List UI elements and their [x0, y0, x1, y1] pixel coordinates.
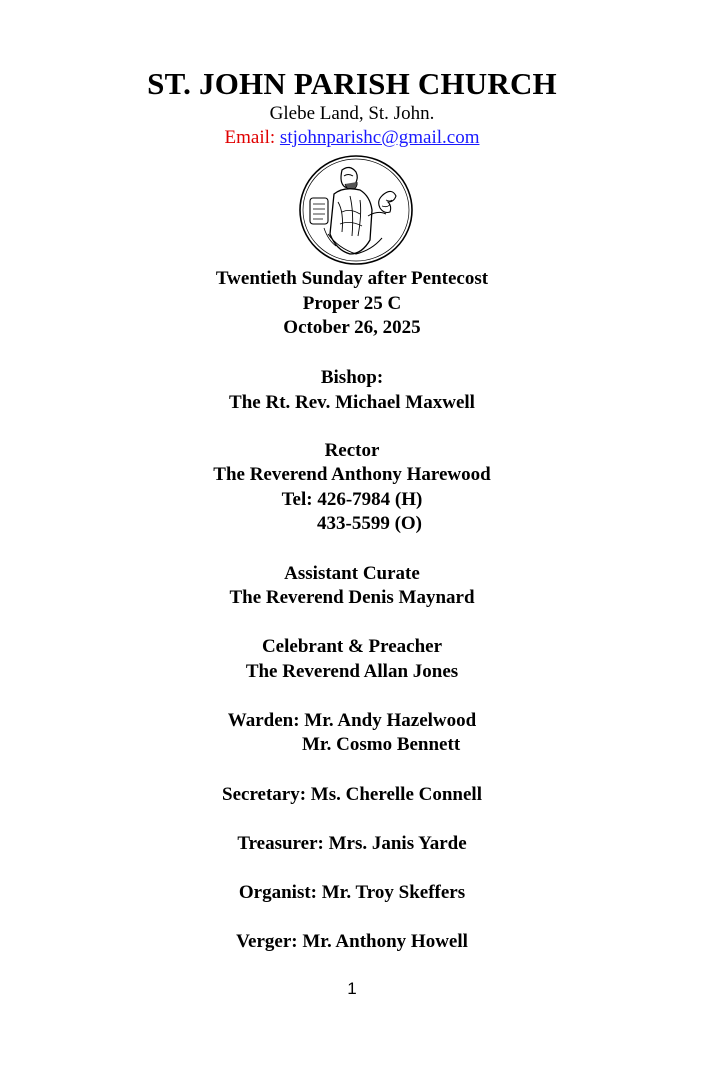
treasurer-line: Treasurer: Mrs. Janis Yarde: [237, 833, 467, 854]
page-number: 1: [347, 979, 357, 998]
rector-label: Rector: [324, 440, 380, 461]
curate-label: Assistant Curate: [284, 563, 420, 584]
service-proper: Proper 25 C: [302, 293, 402, 314]
bishop-label: Bishop:: [320, 367, 384, 388]
warden-line-2: Mr. Cosmo Bennett: [302, 734, 461, 755]
organist-line: Organist: Mr. Troy Skeffers: [238, 882, 466, 903]
celebrant-label: Celebrant & Preacher: [261, 636, 443, 657]
verger-line: Verger: Mr. Anthony Howell: [236, 931, 468, 952]
celebrant-name: The Reverend Allan Jones: [245, 661, 459, 682]
apostle-emblem-icon: [298, 154, 414, 266]
service-title: Twentieth Sunday after Pentecost: [215, 268, 489, 289]
church-location: Glebe Land, St. John.: [269, 103, 435, 124]
rector-tel-office: 433-5599 (O): [317, 513, 423, 534]
warden-line-1: Warden: Mr. Andy Hazelwood: [227, 710, 477, 731]
email-link[interactable]: stjohnparishc@gmail.com: [279, 127, 480, 148]
rector-tel-home: Tel: 426-7984 (H): [281, 489, 423, 510]
service-date: October 26, 2025: [283, 317, 421, 338]
curate-name: The Reverend Denis Maynard: [229, 587, 475, 608]
bishop-name: The Rt. Rev. Michael Maxwell: [229, 392, 475, 413]
rector-name: The Reverend Anthony Harewood: [213, 464, 491, 485]
church-title: ST. JOHN PARISH CHURCH: [147, 66, 557, 101]
secretary-line: Secretary: Ms. Cherelle Connell: [222, 784, 482, 805]
email-line: [0, 127, 704, 149]
email-label: Email:: [224, 127, 276, 148]
